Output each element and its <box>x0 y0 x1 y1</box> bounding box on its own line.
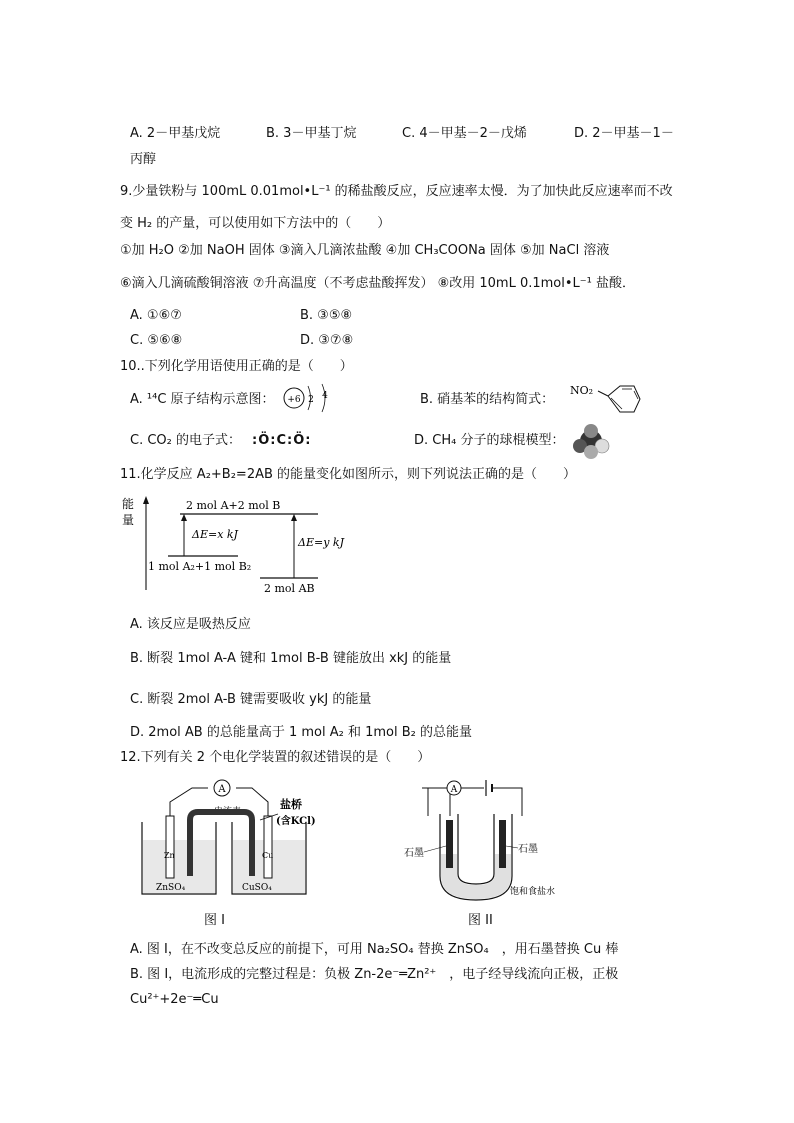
carbon-atom-structure-diagram <box>280 380 340 416</box>
figure-2-caption: 图 II <box>468 913 493 928</box>
cu-electrode <box>264 816 272 878</box>
q11-stem: 11.化学反应 A₂+B₂=2AB 的能量变化如图所示，则下列说法正确的是（ ） <box>120 467 577 482</box>
q12-option-b-line2: Cu²⁺+2e⁻═Cu <box>130 992 219 1007</box>
fig2-ammeter-label: A <box>450 785 458 795</box>
fig2-left-label: 石墨 <box>404 848 424 859</box>
q8-option-a: A. 2－甲基戊烷 <box>130 126 221 141</box>
fig2-right-graphite <box>499 820 506 868</box>
q9-option-a: A. ①⑥⑦ <box>130 308 182 323</box>
ammeter-label: A <box>218 784 226 795</box>
cuso4-label: CuSO₄ <box>242 883 272 893</box>
bottom-level-label: 2 mol AB <box>264 582 315 595</box>
figure-1-galvanic-cell <box>128 776 348 906</box>
methane-ball-stick-model <box>570 422 612 460</box>
fig2-left-graphite <box>446 820 453 868</box>
fig2-solution-label: 饱和食盐水 <box>510 887 556 897</box>
zn-electrode <box>166 816 174 878</box>
q9-option-c: C. ⑤⑥⑧ <box>130 333 183 348</box>
q8-option-c: C. 4－甲基－2－戊烯 <box>402 126 527 141</box>
salt-bridge-label: 盐桥 <box>280 798 302 811</box>
q9-methods-line2: ⑥滴入几滴硫酸铜溶液 ⑦升高温度（不考虑盐酸挥发） ⑧改用 10mL 0.1mol•L⁻¹ 盐酸． <box>120 276 635 291</box>
q11-option-a: A. 该反应是吸热反应 <box>130 617 251 632</box>
nitro-group-label: NO₂ <box>570 384 594 397</box>
fig2-right-label: 石墨 <box>518 844 538 855</box>
salt-bridge-sub: (含KCl) <box>276 816 316 827</box>
top-level-label: 2 mol A+2 mol B <box>186 499 281 512</box>
atom-nucleus-label: +6 <box>287 395 301 405</box>
q11-option-c: C. 断裂 2mol A-B 键需要吸收 ykJ 的能量 <box>130 692 372 707</box>
znso4-label: ZnSO₄ <box>156 883 186 893</box>
q12-option-b-line1: B. 图 I，电流形成的完整过程是：负极 Zn-2e⁻═Zn²⁺ ，电子经导线流向正极，正极 <box>130 967 619 982</box>
q9-stem-line1: 9.少量铁粉与 100mL 0.01mol•L⁻¹ 的稀盐酸反应，反应速率太慢．为了加快此反应速率而不改 <box>120 184 673 199</box>
q10-option-b: B. 硝基苯的结构简式： <box>420 392 555 407</box>
q10-stem: 10..下列化学用语使用正确的是（ ） <box>120 359 353 374</box>
co2-electron-formula: :Ö:C:Ö: <box>252 433 312 448</box>
q8-option-b: B. 3－甲基丁烷 <box>266 126 357 141</box>
meter-caption: 电流表 <box>214 807 242 817</box>
mid-level-label: 1 mol A₂+1 mol B₂ <box>148 560 252 573</box>
q10-option-d: D. CH₄ 分子的球棍模型： <box>414 433 565 448</box>
q10-option-a: A. ¹⁴C 原子结构示意图： <box>130 392 275 407</box>
nitrobenzene-structure <box>568 378 648 420</box>
energy-level-diagram <box>118 494 378 600</box>
q10-option-c: C. CO₂ 的电子式： <box>130 433 241 448</box>
atom-shell1-label: 2 <box>308 395 314 405</box>
q9-option-b: B. ③⑤⑧ <box>300 308 353 323</box>
figure-1-caption: 图 I <box>204 913 225 928</box>
energy-axis-label-char1: 能 <box>122 497 135 511</box>
q11-option-d: D. 2mol AB 的总能量高于 1 mol A₂ 和 1mol B₂ 的总能量 <box>130 725 473 740</box>
q12-option-a: A. 图 I，在不改变总反应的前提下，可用 Na₂SO₄ 替换 ZnSO₄ ，用石墨替换 Cu 棒 <box>130 942 619 957</box>
figure-2-electrolytic-cell <box>400 776 560 906</box>
delta-x-label: ΔE=x kJ <box>192 528 238 541</box>
cu-label: Cu <box>262 851 274 860</box>
q8-option-d: D. 2－甲基－1－ <box>574 126 674 141</box>
q12-stem: 12.下列有关 2 个电化学装置的叙述错误的是（ ） <box>120 750 431 765</box>
zn-label: Zn <box>164 851 175 860</box>
q11-option-b: B. 断裂 1mol A-A 键和 1mol B-B 键能放出 xkJ 的能量 <box>130 651 452 666</box>
energy-axis-label-char2: 量 <box>122 513 135 527</box>
atom-shell2-label: 4 <box>322 391 328 401</box>
q9-stem-line2: 变 H₂ 的产量，可以使用如下方法中的（ ） <box>120 216 391 231</box>
q9-option-d: D. ③⑦⑧ <box>300 333 354 348</box>
delta-y-label: ΔE=y kJ <box>298 536 344 549</box>
q8-option-d-cont: 丙醇 <box>130 152 157 167</box>
q9-methods-line1: ①加 H₂O ②加 NaOH 固体 ③滴入几滴浓盐酸 ④加 CH₃COONa 固体 ⑤加 NaCl 溶液 <box>120 243 610 258</box>
